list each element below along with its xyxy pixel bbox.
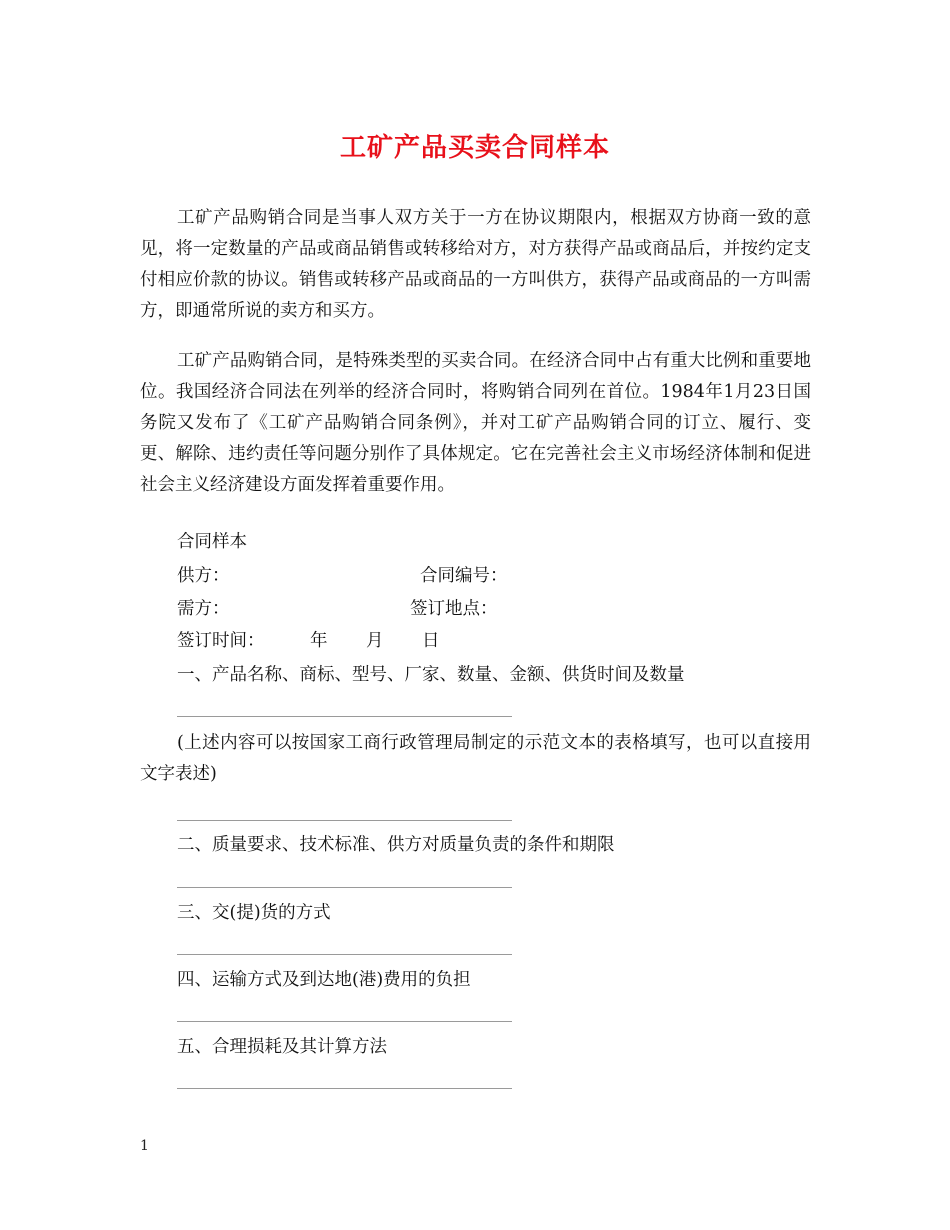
intro-paragraph-1: 工矿产品购销合同是当事人双方关于一方在协议期限内，根据双方协商一致的意见，将一定数量的产品或商品销售或转移给对方，对方获得产品或商品后，并按约定支付相应价款的协议。销售或转移产品或商品的一方叫供方，获得产品或商品的一方叫需方，即通常所说的卖方和买方。	[140, 208, 811, 321]
blank-line	[177, 1088, 512, 1089]
blank-line	[177, 716, 512, 717]
section-heading-3: 三、交(提)货的方式	[177, 903, 331, 923]
sign-time-field-label: 签订时间：	[177, 631, 265, 651]
section-heading-5: 五、合理损耗及其计算方法	[177, 1037, 387, 1057]
contract-number-field-label: 合同编号：	[420, 566, 508, 586]
section-heading-4: 四、运输方式及到达地(港)费用的负担	[177, 970, 471, 990]
document-title: 工矿产品买卖合同样本	[339, 133, 610, 163]
intro-paragraph-2: 工矿产品购销合同，是特殊类型的买卖合同。在经济合同中占有重大比例和重要地位。我国经济合同法在列举的经济合同时，将购销合同列在首位。1984年1月23日国务院又发布了《工矿产品购销合同条例》，并对工矿产品购销合同的订立、履行、变更、解除、违约责任等问题分别作了具体规定。它在完善社会主义市场经济体制和促进社会主义经济建设方面发挥着重要作用。	[140, 351, 811, 495]
date-month-label: 月	[366, 631, 384, 651]
sample-label: 合同样本	[177, 532, 247, 552]
sign-place-field-label: 签订地点：	[410, 599, 498, 619]
instruction-note: (上述内容可以按国家工商行政管理局制定的示范文本的表格填写，也可以直接用文字表述)	[140, 733, 811, 784]
page-number: 1	[140, 1138, 149, 1154]
blank-line	[177, 820, 512, 821]
supplier-field-label: 供方：	[177, 566, 230, 586]
date-day-label: 日	[422, 631, 440, 651]
blank-line	[177, 887, 512, 888]
buyer-field-label: 需方：	[177, 599, 230, 619]
blank-line	[177, 1021, 512, 1022]
date-year-label: 年	[310, 631, 328, 651]
section-heading-1: 一、产品名称、商标、型号、厂家、数量、金额、供货时间及数量	[177, 665, 685, 685]
blank-line	[177, 954, 512, 955]
section-heading-2: 二、质量要求、技术标准、供方对质量负责的条件和期限	[177, 835, 615, 855]
